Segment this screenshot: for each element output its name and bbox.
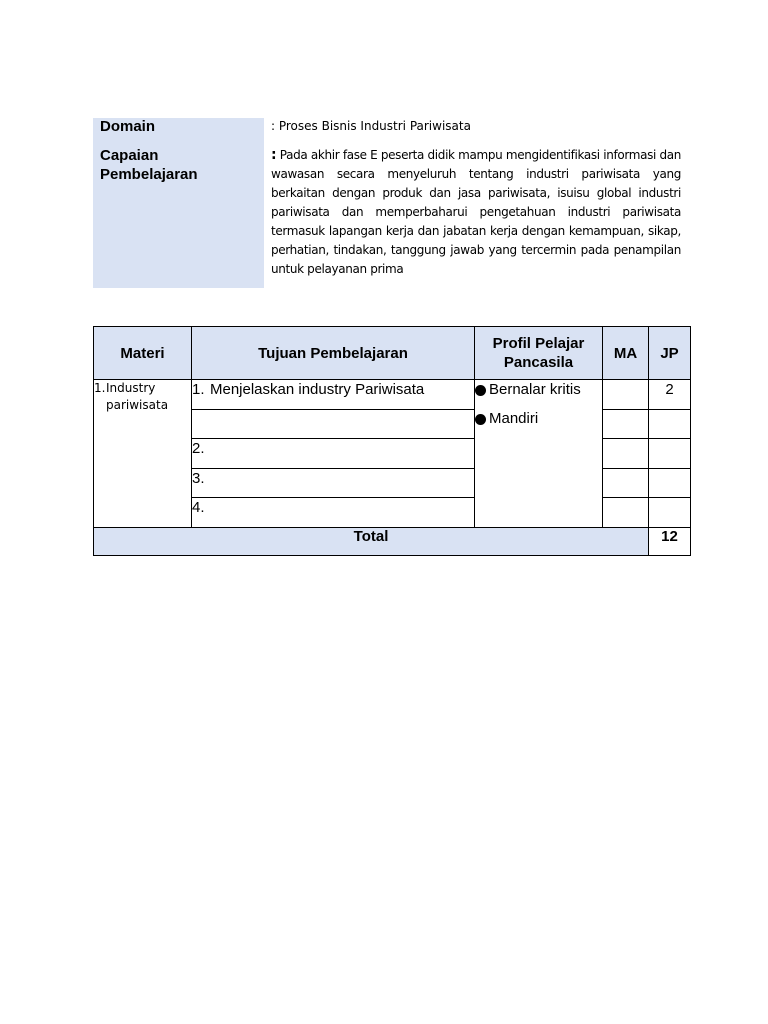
jp-cell-5 [649, 498, 691, 528]
domain-value: : Proses Bisnis Industri Pariwisata [271, 119, 471, 133]
bullet-icon [475, 385, 486, 396]
capaian-text [271, 146, 681, 279]
jp-cell-3 [649, 439, 691, 469]
table-header-row [94, 327, 691, 380]
tujuan-cell-3 [192, 439, 475, 469]
jp-cell-1: 2 [649, 380, 691, 410]
header-profil-line2: Pancasila [503, 354, 574, 371]
capaian-label [100, 146, 198, 184]
tujuan-number-4: 3. [192, 469, 205, 487]
total-value: 12 [649, 527, 691, 555]
profil-item-label: Bernalar kritis [489, 381, 581, 398]
jp-cell-2 [649, 409, 691, 439]
info-label-background [93, 118, 264, 288]
total-row [94, 527, 691, 555]
capaian-label-line2: Pembelajaran [100, 166, 198, 183]
ma-cell-5 [603, 498, 649, 528]
tujuan-cell-1 [192, 380, 475, 410]
profil-item [475, 380, 602, 399]
capaian-colon: : [271, 147, 277, 163]
header-profil [475, 327, 603, 380]
tujuan-number-5: 4. [192, 499, 205, 516]
tujuan-text-1: Menjelaskan industry Pariwisata [210, 381, 425, 398]
header-ma: MA [603, 327, 649, 380]
materi-number: 1. [94, 381, 106, 395]
header-tujuan: Tujuan Pembelajaran [192, 327, 475, 380]
ma-cell-3 [603, 439, 649, 469]
profil-item-label: Mandiri [489, 410, 539, 427]
capaian-label-line1: Capaian [100, 147, 159, 164]
ma-cell-4 [603, 468, 649, 498]
materi-line2: pariwisata [106, 398, 169, 412]
tujuan-cell-2 [192, 409, 475, 439]
domain-label: Domain [100, 118, 156, 135]
tujuan-number-3: 2. [192, 440, 205, 457]
materi-line1: Industry [106, 381, 156, 395]
profil-item [475, 409, 602, 428]
jp-cell-4 [649, 468, 691, 498]
profil-cell [475, 380, 603, 528]
table-row [94, 380, 691, 410]
learning-plan-table [93, 326, 691, 556]
tujuan-cell-4 [192, 468, 475, 498]
ma-cell-1 [603, 380, 649, 410]
header-materi: Materi [94, 327, 192, 380]
materi-cell [94, 380, 192, 528]
total-label: Total [94, 527, 649, 555]
header-jp: JP [649, 327, 691, 380]
tujuan-cell-5 [192, 498, 475, 528]
tujuan-number-1: 1. [192, 381, 205, 398]
capaian-body: Pada akhir fase E peserta didik mampu mengidentifikasi informasi dan wawasan secara menyeluruh tentang industri pariwisata yang berkaitan dengan produk dan jasa pariwisata, isuisu global industri pariwisata dan memperbaharui pengetahuan industri pariwisata termasuk lapangan kerja dan jabatan kerja dengan kemampuan, sikap, perhatian, tindakan, tanggung jawab yang tercermin pada penampilan untuk pelayanan prima [271, 148, 682, 276]
ma-cell-2 [603, 409, 649, 439]
bullet-icon [475, 414, 486, 425]
header-profil-line1: Profil Pelajar [492, 335, 585, 352]
